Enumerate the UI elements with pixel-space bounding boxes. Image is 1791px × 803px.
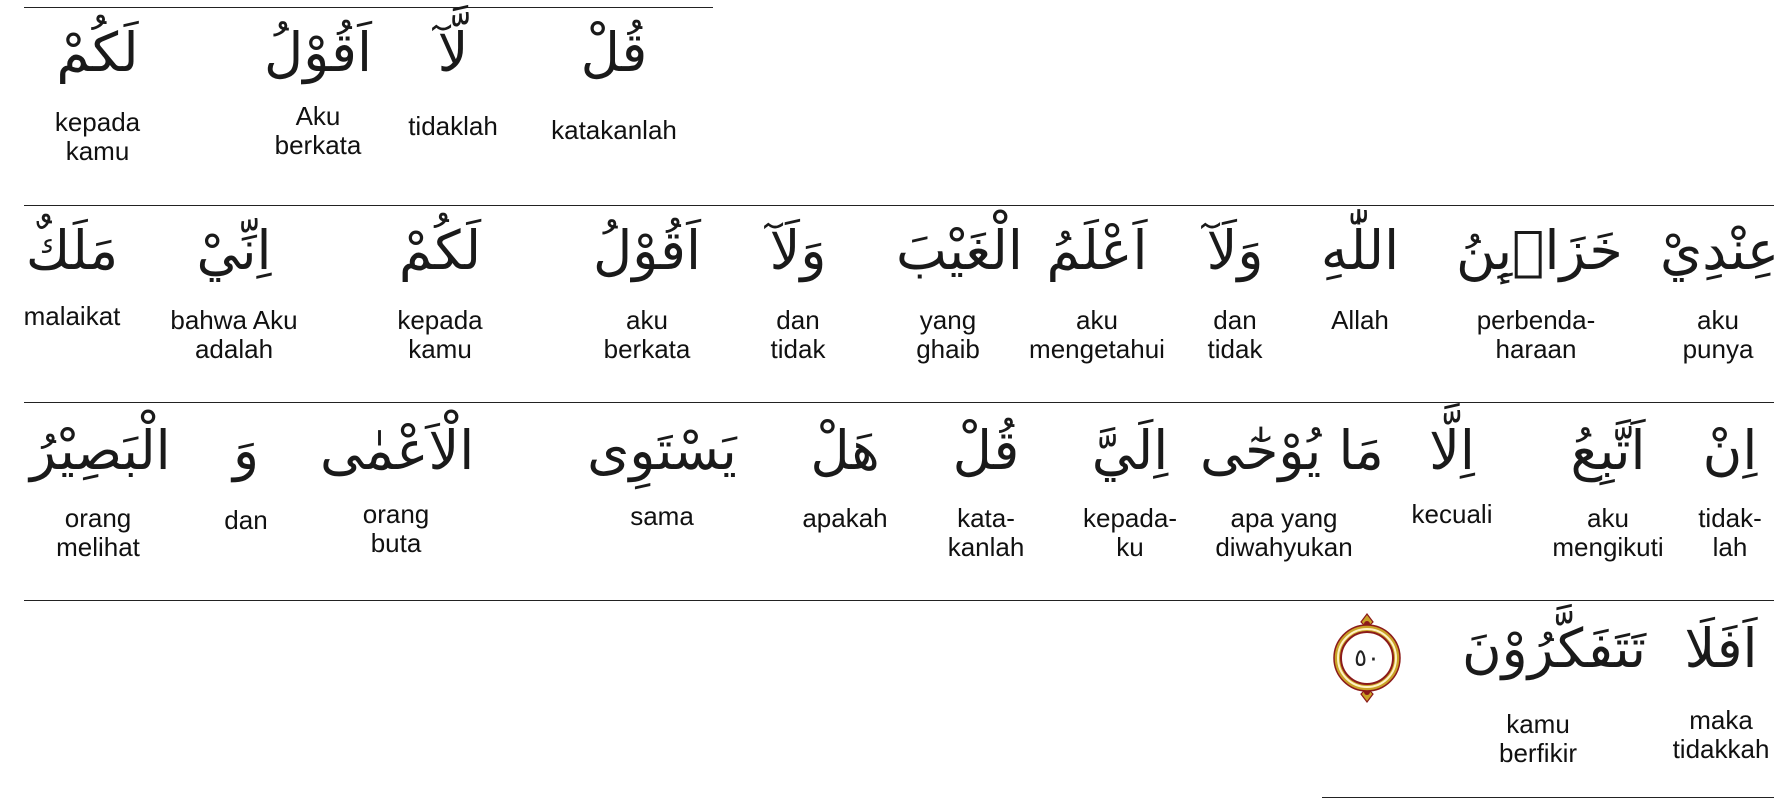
word-aku-berkata [588, 219, 706, 364]
word-translation: dan tidak [770, 305, 826, 364]
word-yang-ghaib [896, 219, 1023, 364]
word-translation: aku berkata [603, 305, 691, 364]
arabic-word: اَعْلَمُ [1046, 219, 1148, 282]
word-aku-mengetahui [1020, 219, 1174, 364]
word-translation: tidak- lah [1698, 503, 1762, 562]
word-translation: aku mengetahui [1029, 305, 1165, 364]
arabic-word: اللّٰهِ [1320, 219, 1400, 282]
word-sama [578, 419, 746, 531]
word-kamu-berfikir [1462, 617, 1646, 768]
word-kecuali [1396, 419, 1508, 529]
arabic-word: تَتَفَكَّرُوْنَ [1462, 617, 1646, 680]
word-bahwa-aku-adalah [160, 219, 308, 364]
arabic-word: مَلَكٌ [25, 219, 119, 282]
word-apa-yang-diwahyukan [1200, 419, 1384, 562]
arabic-word: وَلَآ [1206, 219, 1264, 282]
word-dan-tidak [752, 219, 844, 364]
word-tidaklah [1688, 419, 1772, 562]
arabic-word: لَّآ [437, 21, 469, 84]
line-divider [24, 600, 1774, 601]
word-translation: dan [224, 505, 268, 535]
arabic-word: لَكُمْ [398, 219, 482, 282]
arabic-word: الْغَيْبَ [896, 219, 1023, 282]
word-kepadaku [1070, 419, 1190, 562]
word-translation: dan tidak [1207, 305, 1263, 364]
arabic-word: هَلْ [810, 419, 880, 482]
word-translation: orang melihat [56, 503, 140, 562]
word-translation: apa yang diwahyukan [1215, 503, 1353, 562]
word-translation: orang buta [362, 499, 430, 558]
line-divider [24, 402, 1774, 403]
line-divider [24, 205, 1774, 206]
word-translation: maka tidakkah [1672, 705, 1770, 764]
arabic-word: قُلْ [580, 21, 648, 84]
arabic-word: لَكُمْ [56, 21, 139, 84]
bottom-rule [1322, 797, 1774, 798]
word-katakanlah [536, 21, 692, 145]
word-translation: kepada kamu [54, 107, 141, 166]
arabic-word: يَسْتَوِى [587, 419, 737, 482]
word-translation: kamu berfikir [1498, 709, 1577, 768]
arabic-word: اَقُوْلُ [593, 219, 701, 282]
word-translation: Allah [1331, 305, 1389, 335]
word-katakanlah [934, 419, 1038, 562]
word-dan-tidak [1192, 219, 1278, 364]
word-tidaklah [398, 21, 508, 141]
word-translation: kepada kamu [397, 305, 483, 364]
verse-end-marker [1332, 612, 1402, 704]
word-aku-punya [1660, 219, 1780, 364]
arabic-word: اِلَّا [1429, 419, 1475, 482]
word-translation: bahwa Aku adalah [170, 305, 298, 364]
word-aku-berkata [262, 21, 374, 160]
word-kepada-kamu [30, 21, 165, 166]
word-translation: malaikat [23, 301, 121, 331]
arabic-word: عِنْدِيْ [1660, 219, 1780, 282]
word-apakah [784, 419, 906, 533]
word-translation: kecuali [1411, 499, 1493, 529]
word-translation: apakah [802, 503, 888, 533]
word-orang-melihat [30, 419, 171, 562]
word-translation: kepada- ku [1083, 503, 1177, 562]
word-translation: perbenda- haraan [1476, 305, 1596, 364]
arabic-word: اِنِّيْ [196, 219, 272, 282]
word-translation: katakanlah [551, 115, 677, 145]
word-malaikat [14, 219, 130, 331]
word-orang-buta [320, 419, 475, 558]
word-translation: tidaklah [408, 111, 498, 141]
word-maka-tidakkah [1666, 617, 1776, 764]
arabic-word: اَفَلَا [1684, 617, 1758, 680]
arabic-word: وَلَآ [769, 219, 827, 282]
verse-number: ٥٠ [1354, 644, 1380, 672]
top-rule [24, 7, 713, 8]
word-aku-mengikuti [1538, 419, 1678, 562]
arabic-word: اِلَيَّ [1091, 419, 1169, 482]
arabic-word: الْبَصِيْرُ [30, 419, 171, 482]
arabic-word: اَقُوْلُ [264, 21, 372, 84]
word-translation: Aku berkata [274, 101, 362, 160]
arabic-word: اَتَّبِعُ [1570, 419, 1646, 482]
arabic-word: مَا يُوْحٰٓى [1200, 419, 1384, 482]
arabic-word: اِنْ [1702, 419, 1758, 482]
word-allah [1312, 219, 1408, 335]
word-perbendaharaan [1456, 219, 1623, 364]
arabic-word: وَ [232, 419, 260, 482]
word-translation: aku mengikuti [1552, 503, 1664, 562]
arabic-word: الْاَعْمٰى [320, 419, 475, 482]
word-translation: aku punya [1682, 305, 1754, 364]
word-dan [206, 419, 286, 535]
word-translation: kata- kanlah [947, 503, 1025, 562]
word-translation: sama [630, 501, 694, 531]
word-translation: yang ghaib [916, 305, 980, 364]
arabic-word: قُلْ [952, 419, 1020, 482]
word-kepada-kamu [352, 219, 528, 364]
arabic-word: خَزَاۤىِٕنُ [1456, 219, 1623, 282]
